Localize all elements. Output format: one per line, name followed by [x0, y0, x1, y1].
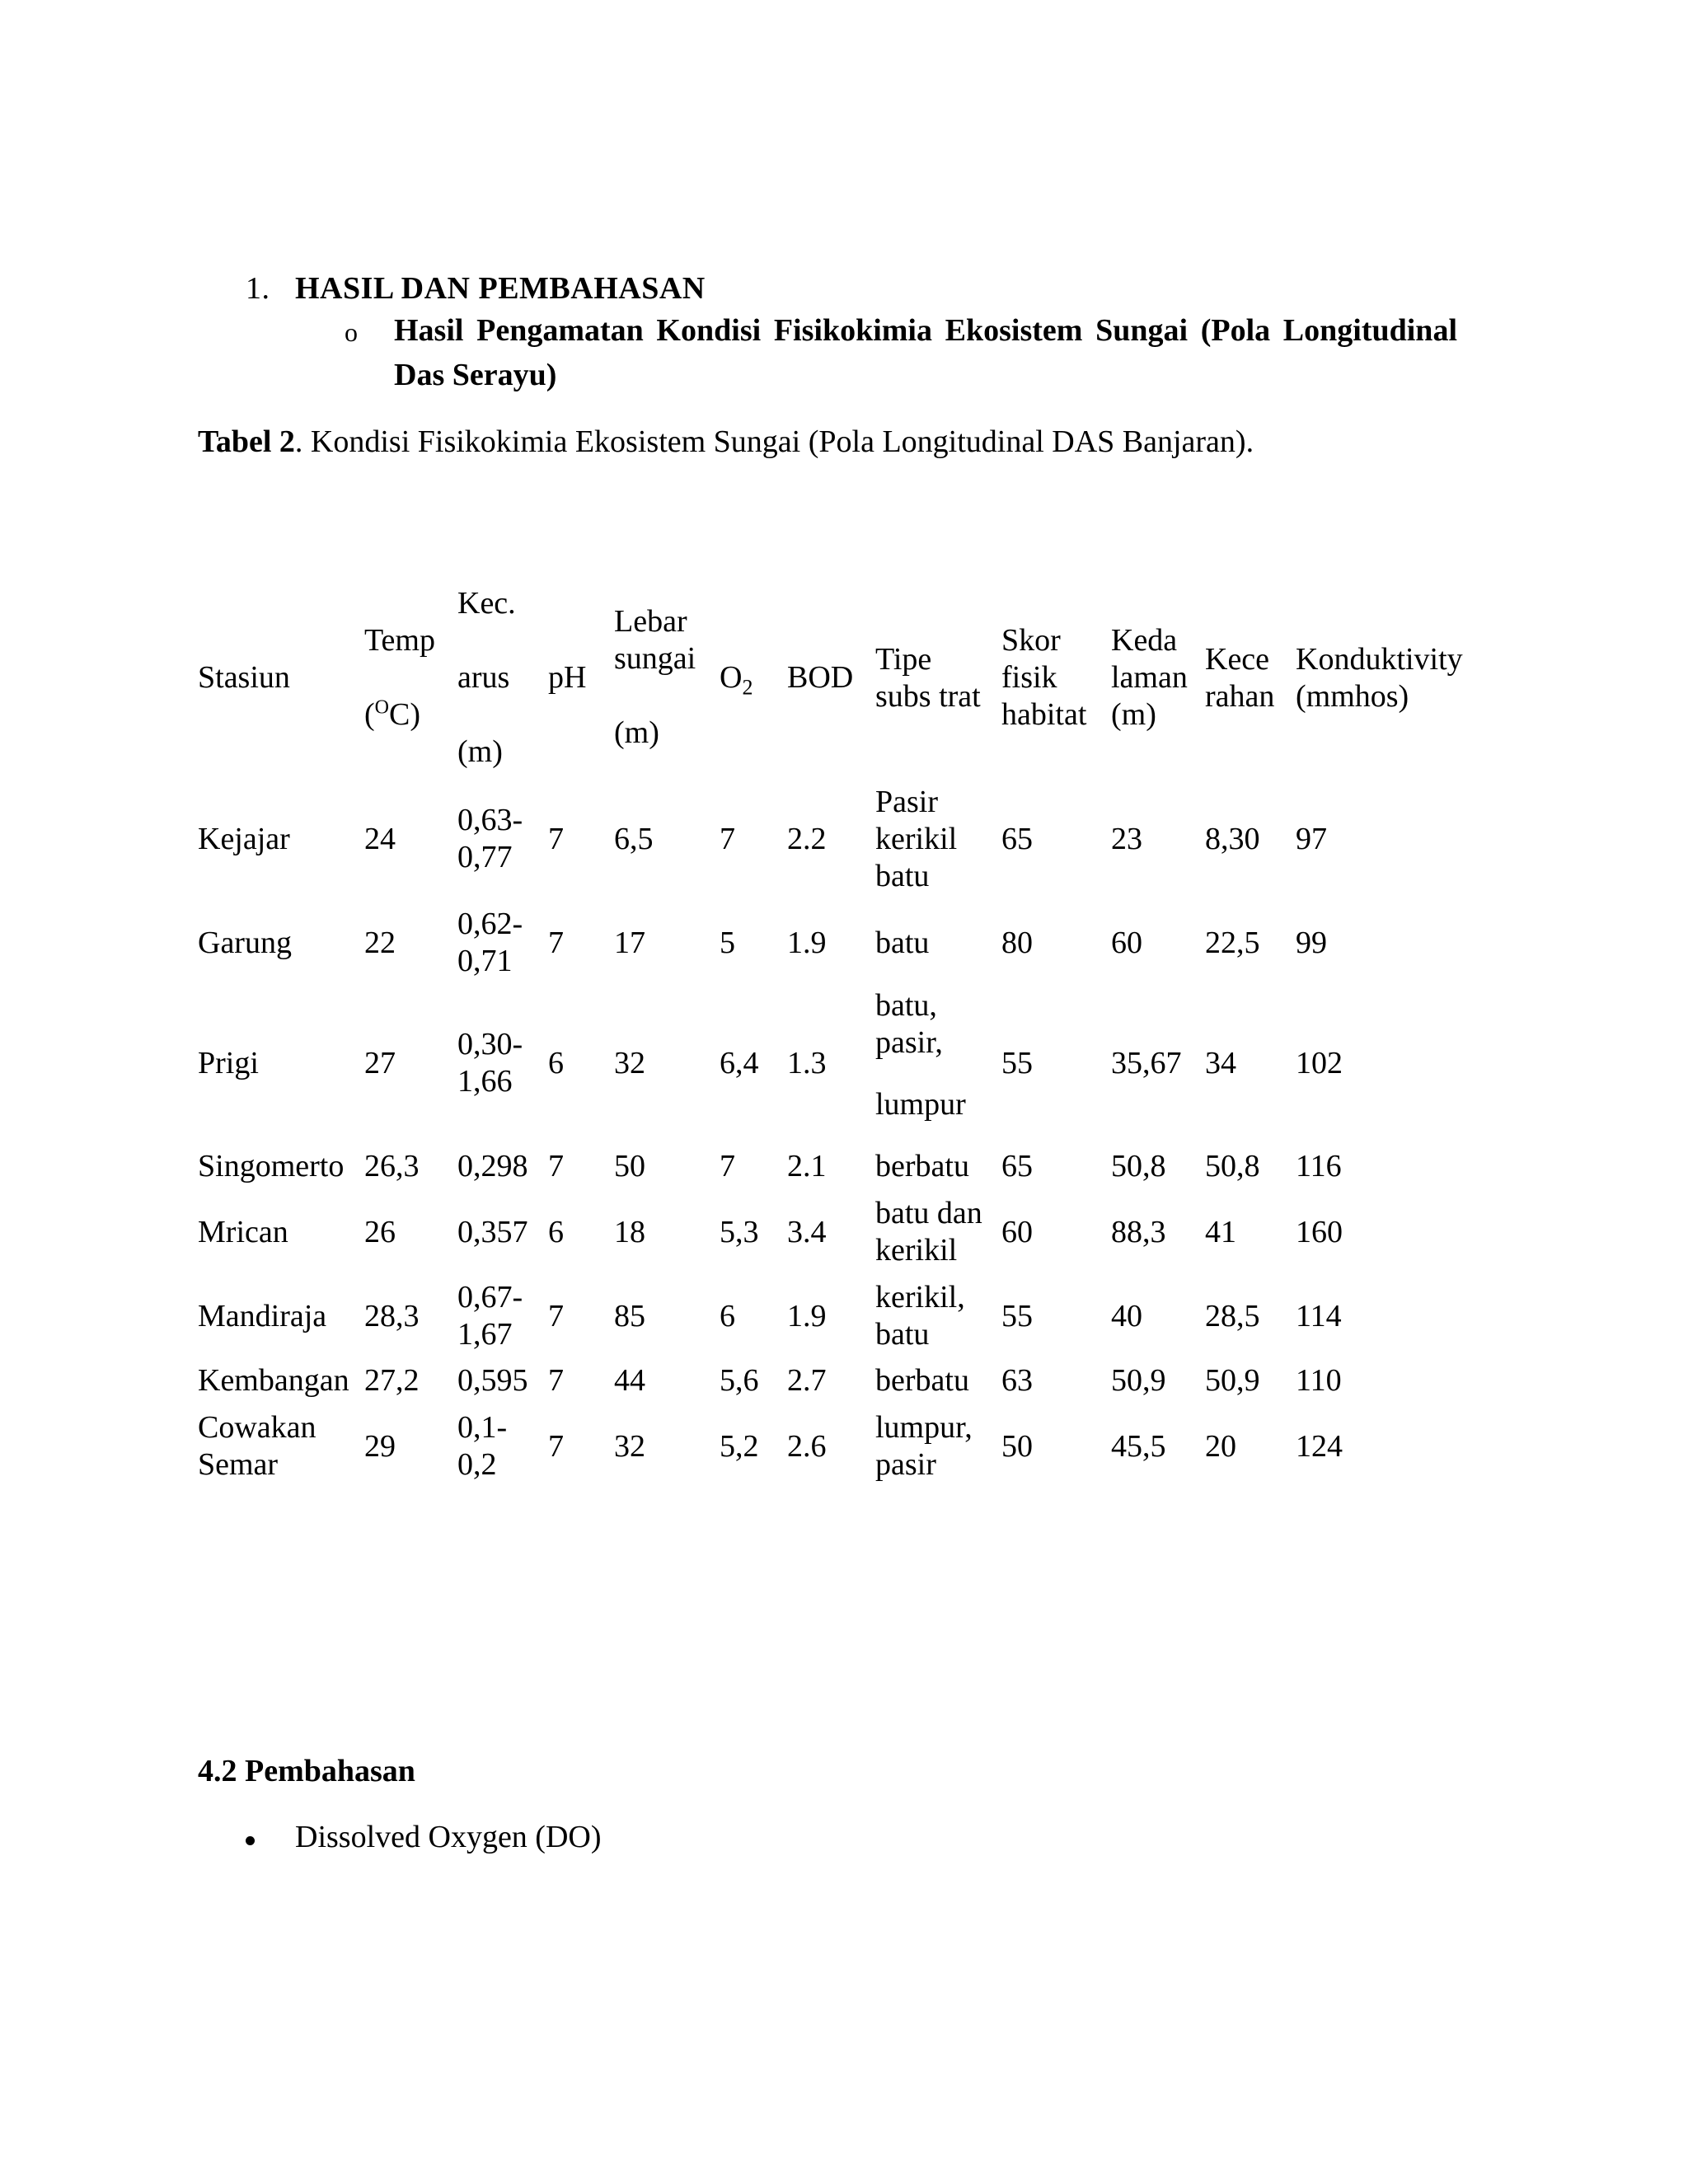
table-cell-line: 7: [548, 1298, 564, 1333]
table-cell-line: 1,67: [457, 1317, 513, 1352]
header-keda: Keda: [1111, 623, 1178, 658]
bullet-dot-icon: [246, 1836, 255, 1845]
table-cell-line: 0,63-: [457, 803, 523, 837]
table-cell-skor: [1001, 925, 1033, 962]
table-cell-line: 6,5: [614, 821, 654, 856]
table-cell-line: 63: [1001, 1362, 1033, 1398]
table-cell-line: 6,4: [720, 1045, 759, 1080]
subheading-bullet: o: [345, 317, 358, 347]
header-laman: laman: [1111, 660, 1188, 695]
table-cell-tipe: [875, 1195, 982, 1269]
table-cell-line: 60: [1001, 1214, 1033, 1249]
table-cell-line: 50,8: [1111, 1148, 1166, 1183]
table-cell-line: 102: [1296, 1045, 1343, 1080]
table-cell-line: 5: [720, 925, 735, 960]
table-cell-line: 7: [548, 1148, 564, 1183]
table-cell-keda: [1111, 1298, 1142, 1335]
table-cell-stasiun: [198, 1045, 259, 1082]
table-cell-line: 55: [1001, 1298, 1033, 1333]
table-cell-line: batu: [875, 925, 930, 960]
table-cell-line: 0,67-: [457, 1280, 523, 1315]
table-cell-line: 80: [1001, 925, 1033, 960]
caption-text: . Kondisi Fisikokimia Ekosistem Sungai (Pola Longitudinal DAS Banjaran).: [294, 424, 1254, 459]
table-cell-lebar: [614, 1045, 645, 1082]
table-cell-line: 1.3: [787, 1045, 827, 1080]
header-arus: arus: [457, 660, 510, 695]
heading-title: HASIL DAN PEMBAHASAN: [295, 271, 706, 306]
table-cell-line: Prigi: [198, 1045, 259, 1080]
table-cell-line: 7: [548, 1428, 564, 1464]
table-cell-tipe: [875, 1148, 969, 1185]
table-cell-line: 44: [614, 1362, 645, 1398]
table-cell-line: batu: [875, 858, 930, 893]
section-title: 4.2 Pembahasan: [198, 1754, 415, 1788]
heading-number: 1.: [246, 271, 270, 306]
table-cell-line: Mrican: [198, 1214, 288, 1249]
table-cell-line: 5,6: [720, 1362, 759, 1398]
subheading-title: Hasil Pengamatan Kondisi Fisikokimia Ekosistem Sungai (Pola Longitudinal Das Serayu): [394, 313, 1457, 392]
table-cell-line: 124: [1296, 1428, 1343, 1464]
table-cell-ph: [548, 925, 564, 962]
table-cell-line: 26,3: [364, 1148, 420, 1183]
table-cell-line: 32: [614, 1428, 645, 1464]
table-cell-line: 45,5: [1111, 1428, 1166, 1464]
table-cell-kond: [1296, 821, 1327, 858]
table-cell-line: 0,595: [457, 1362, 528, 1398]
table-cell-tipe: [875, 925, 929, 962]
table-cell-line: 28,5: [1205, 1298, 1260, 1333]
table-cell-line: 0,357: [457, 1214, 528, 1249]
table-cell-line: 50,9: [1205, 1362, 1260, 1398]
table-cell-line: 7: [548, 821, 564, 856]
table-cell-line: 0,1-: [457, 1410, 508, 1445]
table-cell-o2: [720, 1362, 759, 1399]
table-cell-line: 116: [1296, 1148, 1342, 1183]
caption-label: Tabel 2: [198, 424, 295, 459]
table-cell-skor: [1001, 1428, 1033, 1465]
table-cell-line: 22: [364, 925, 396, 960]
table-cell-lebar: [614, 821, 654, 858]
header-lebar: Lebar: [614, 604, 687, 639]
table-cell-line: 6: [720, 1298, 735, 1333]
table-cell-line: lumpur,: [875, 1410, 973, 1445]
table-cell-line: 20: [1205, 1428, 1236, 1464]
table-cell-line: lumpur: [875, 1086, 966, 1122]
table-cell-o2: [720, 1298, 735, 1335]
header-stasiun: Stasiun: [198, 660, 290, 695]
table-cell-lebar: [614, 925, 645, 962]
table-cell-line: batu,: [875, 987, 937, 1023]
table-cell-line: Kembangan: [198, 1362, 349, 1398]
header-keda-unit: (m): [1111, 697, 1156, 732]
header-sungai: sungai: [614, 641, 696, 676]
table-cell-keda: [1111, 1362, 1166, 1399]
table-cell-keda: [1111, 1428, 1166, 1465]
table-cell-temp: [364, 1045, 396, 1082]
table-cell-kec: [457, 802, 523, 876]
table-cell-ph: [548, 1362, 564, 1399]
table-cell-kond: [1296, 1045, 1343, 1082]
table-cell-kece: [1205, 1362, 1260, 1399]
table-cell-line: 85: [614, 1298, 645, 1333]
table-cell-line: batu dan: [875, 1196, 982, 1230]
table-cell-keda: [1111, 1045, 1182, 1082]
table-cell-line: berbatu: [875, 1148, 969, 1183]
section-heading: [246, 270, 706, 307]
table-cell-line: Semar: [198, 1447, 279, 1482]
table-cell-line: 97: [1296, 821, 1327, 856]
table-cell-temp: [364, 1298, 420, 1335]
table-cell-tipe: [875, 1409, 973, 1483]
table-cell-stasiun: [198, 1214, 288, 1251]
table-cell-skor: [1001, 1362, 1033, 1399]
table-cell-keda: [1111, 1148, 1166, 1185]
table-cell-skor: [1001, 1298, 1033, 1335]
table-cell-bod: [787, 1214, 827, 1251]
table-cell-line: 27,2: [364, 1362, 420, 1398]
table-cell-line: 50: [614, 1148, 645, 1183]
table-cell-line: 160: [1296, 1214, 1343, 1249]
table-cell-skor: [1001, 1214, 1033, 1251]
table-cell-line: 29: [364, 1428, 396, 1464]
table-cell-line: 2.6: [787, 1428, 827, 1464]
table-cell-line: 28,3: [364, 1298, 420, 1333]
header-tipe: Tipe: [875, 642, 932, 677]
table-cell-kece: [1205, 1214, 1236, 1251]
table-cell-bod: [787, 1298, 827, 1335]
header-rahan: rahan: [1205, 679, 1275, 714]
table-cell-kece: [1205, 1298, 1260, 1335]
table-cell-kond: [1296, 1148, 1342, 1185]
header-kec-unit: (m): [457, 734, 503, 769]
table-cell-line: 7: [548, 925, 564, 960]
table-cell-bod: [787, 821, 827, 858]
table-cell-line: kerikil: [875, 1233, 958, 1268]
table-cell-o2: [720, 821, 735, 858]
header-skor: Skor: [1001, 623, 1061, 658]
table-cell-line: 23: [1111, 821, 1142, 856]
table-cell-kec: [457, 1214, 528, 1251]
table-cell-line: 7: [720, 821, 735, 856]
bullet-item: Dissolved Oxygen (DO): [295, 1820, 602, 1854]
table-cell-skor: [1001, 821, 1033, 858]
table-cell-line: 7: [720, 1148, 735, 1183]
table-cell-line: 110: [1296, 1362, 1342, 1398]
table-cell-line: 32: [614, 1045, 645, 1080]
header-konduktivity: Konduktivity: [1296, 642, 1463, 677]
table-caption: [198, 424, 1254, 460]
table-cell-line: 34: [1205, 1045, 1236, 1080]
header-substrat: subs trat: [875, 679, 981, 714]
table-cell-kond: [1296, 1298, 1342, 1335]
table-cell-line: 0,30-: [457, 1027, 523, 1062]
table-cell-line: kerikil: [875, 821, 958, 856]
table-cell-line: 2.7: [787, 1362, 827, 1398]
table-cell-line: 17: [614, 925, 645, 960]
table-cell-line: 26: [364, 1214, 396, 1249]
table-cell-line: 2.2: [787, 821, 827, 856]
table-cell-kec: [457, 906, 523, 980]
table-cell-line: 18: [614, 1214, 645, 1249]
table-cell-stasiun: [198, 925, 292, 962]
table-cell-temp: [364, 1214, 396, 1251]
table-cell-line: 65: [1001, 1148, 1033, 1183]
table-cell-ph: [548, 1214, 564, 1251]
table-cell-line: 40: [1111, 1298, 1142, 1333]
table-cell-line: 41: [1205, 1214, 1236, 1249]
table-cell-line: Cowakan: [198, 1410, 316, 1445]
table-cell-keda: [1111, 1214, 1166, 1251]
table-cell-line: 1,66: [457, 1064, 513, 1099]
table-cell-line: 114: [1296, 1298, 1342, 1333]
table-cell-keda: [1111, 821, 1142, 858]
table-cell-kece: [1205, 925, 1260, 962]
header-ph: pH: [548, 660, 587, 695]
table-cell-kece: [1205, 821, 1260, 858]
table-cell-line: 24: [364, 821, 396, 856]
table-cell-kece: [1205, 1045, 1236, 1082]
table-cell-tipe: [875, 1279, 965, 1353]
header-kond-unit: (mmhos): [1296, 679, 1409, 714]
table-cell-stasiun: [198, 1298, 326, 1335]
table-cell-kec: [457, 1409, 507, 1483]
table-cell-kec: [457, 1026, 523, 1100]
table-cell-kece: [1205, 1428, 1236, 1465]
table-cell-line: 3.4: [787, 1214, 827, 1249]
table-cell-line: 6: [548, 1214, 564, 1249]
header-temp-unit: ($^O$C): [364, 696, 420, 732]
table-cell-line: 50,8: [1205, 1148, 1260, 1183]
table-cell-lebar: [614, 1214, 645, 1251]
table-cell-line: 22,5: [1205, 925, 1260, 960]
table-cell-ph: [548, 1428, 564, 1465]
table-cell-o2: [720, 925, 735, 962]
table-cell-o2: [720, 1214, 759, 1251]
header-temp: Temp: [364, 623, 435, 658]
table-cell-line: Garung: [198, 925, 292, 960]
table-cell-tipe: [875, 784, 957, 895]
table-cell-line: 1.9: [787, 925, 827, 960]
table-cell-ph: [548, 1298, 564, 1335]
table-cell-bod: [787, 1045, 827, 1082]
table-cell-o2: [720, 1148, 735, 1185]
table-cell-line: 0,298: [457, 1148, 528, 1183]
table-cell-temp: [364, 821, 396, 858]
table-cell-line: pasir,: [875, 1024, 943, 1060]
table-cell-line: 7: [548, 1362, 564, 1398]
table-cell-kec: [457, 1148, 528, 1185]
table-cell-o2: [720, 1428, 759, 1465]
table-cell-line: batu: [875, 1317, 930, 1352]
table-cell-skor: [1001, 1045, 1033, 1082]
table-cell-temp: [364, 1148, 420, 1185]
table-cell-kece: [1205, 1148, 1260, 1185]
table-cell-line: 0,71: [457, 944, 513, 978]
table-cell-ph: [548, 821, 564, 858]
header-kece: Kece: [1205, 642, 1270, 677]
header-bod: BOD: [787, 660, 854, 695]
table-cell-lebar: [614, 1148, 645, 1185]
header-habitat: habitat: [1001, 697, 1087, 732]
table-cell-line: 1.9: [787, 1298, 827, 1333]
table-cell-line: kerikil,: [875, 1280, 965, 1315]
table-cell-line: 5,2: [720, 1428, 759, 1464]
table-cell-line: 50: [1001, 1428, 1033, 1464]
table-cell-stasiun: [198, 1409, 316, 1483]
table-cell-line: 0,62-: [457, 907, 523, 941]
header-o2: $O_2$: [720, 660, 753, 700]
table-cell-lebar: [614, 1428, 645, 1465]
table-cell-stasiun: [198, 1148, 344, 1185]
table-cell-line: 2.1: [787, 1148, 827, 1183]
table-cell-stasiun: [198, 1362, 349, 1399]
table-cell-kond: [1296, 1214, 1343, 1251]
table-cell-line: 50,9: [1111, 1362, 1166, 1398]
table-cell-line: Kejajar: [198, 821, 290, 856]
table-cell-kond: [1296, 1428, 1343, 1465]
table-cell-o2: [720, 1045, 759, 1082]
table-cell-ph: [548, 1148, 564, 1185]
table-cell-keda: [1111, 925, 1142, 962]
table-cell-bod: [787, 1428, 827, 1465]
table-cell-temp: [364, 1362, 420, 1399]
table-cell-line: pasir: [875, 1447, 936, 1482]
table-cell-skor: [1001, 1148, 1033, 1185]
table-cell-line: berbatu: [875, 1362, 969, 1398]
table-cell-line: 55: [1001, 1045, 1033, 1080]
table-cell-line: 35,67: [1111, 1045, 1182, 1080]
header-fisik: fisik: [1001, 660, 1057, 695]
table-cell-line: Mandiraja: [198, 1298, 327, 1333]
table-cell-temp: [364, 1428, 396, 1465]
table-cell-line: 27: [364, 1045, 396, 1080]
table-cell-line: 0,77: [457, 840, 513, 874]
table-cell-line: 60: [1111, 925, 1142, 960]
table-cell-bod: [787, 925, 827, 962]
table-cell-kond: [1296, 1362, 1342, 1399]
table-cell-line: Singomerto: [198, 1148, 345, 1183]
table-cell-kec: [457, 1362, 528, 1399]
table-cell-line: 0,2: [457, 1447, 497, 1482]
table-cell-ph: [548, 1045, 564, 1082]
table-cell-line: Pasir: [875, 784, 938, 819]
table-cell-kec: [457, 1279, 523, 1353]
table-cell-lebar: [614, 1298, 645, 1335]
table-cell-line: 6: [548, 1045, 564, 1080]
table-cell-temp: [364, 925, 396, 962]
table-cell-stasiun: [198, 821, 290, 858]
table-cell-kond: [1296, 925, 1327, 962]
table-cell-line: 5,3: [720, 1214, 759, 1249]
table-cell-line: 88,3: [1111, 1214, 1166, 1249]
table-cell-line: 99: [1296, 925, 1327, 960]
table-cell-line: 65: [1001, 821, 1033, 856]
header-kec: Kec.: [457, 586, 516, 621]
table-cell-lebar: [614, 1362, 645, 1399]
table-cell-line: 8,30: [1205, 821, 1260, 856]
table-cell-bod: [787, 1362, 827, 1399]
table-cell-bod: [787, 1148, 827, 1185]
table-cell-tipe: [875, 1362, 969, 1399]
header-lebar-unit: (m): [614, 715, 659, 750]
